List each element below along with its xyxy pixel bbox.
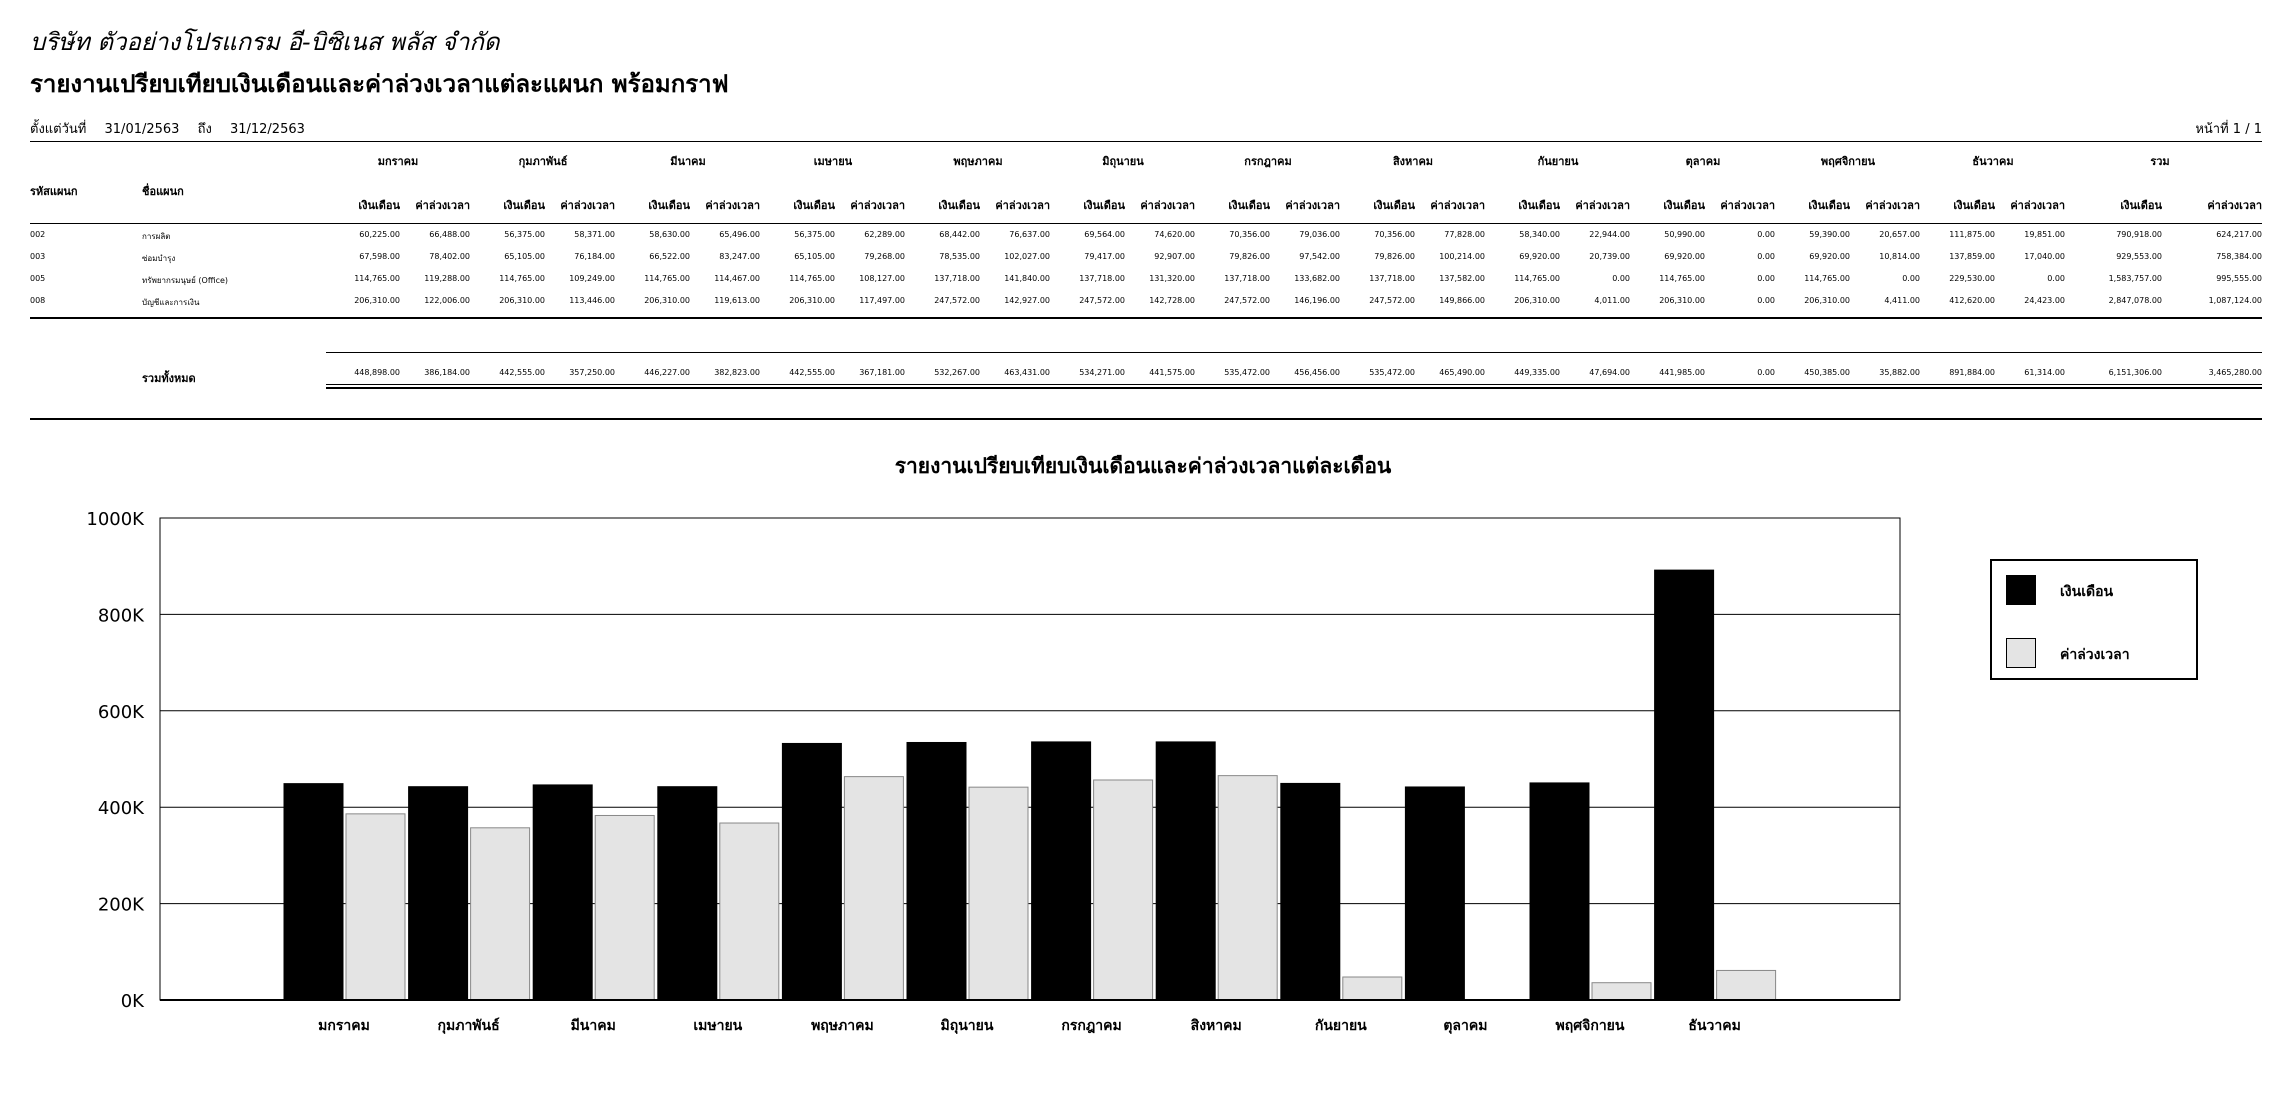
table-cell: 19,851.00 [2024, 230, 2065, 239]
total-cell: 47,694.00 [1589, 368, 1630, 377]
table-cell: 995,555.00 [2216, 274, 2262, 283]
table-cell: 206,310.00 [644, 296, 690, 305]
month-header: กันยายน [1537, 155, 1579, 168]
y-tick-label: 600K [97, 701, 144, 723]
x-tick-label: สิงหาคม [1190, 1018, 1242, 1034]
table-cell: 114,765.00 [1659, 274, 1705, 283]
ot-subheader: ค่าล่วงเวลา [560, 199, 615, 212]
x-tick-label: มีนาคม [570, 1018, 616, 1034]
legend-label-salary: เงินเดือน [2060, 584, 2114, 600]
x-tick-label: มิถุนายน [940, 1018, 994, 1034]
bar-salary [1281, 783, 1340, 1000]
dept-name: การผลิต [142, 232, 171, 241]
table-cell: 206,310.00 [1514, 296, 1560, 305]
total-cell: 367,181.00 [859, 368, 905, 377]
table-cell: 1,583,757.00 [2108, 274, 2162, 283]
x-tick-label: กันยายน [1314, 1018, 1367, 1034]
y-tick-label: 400K [97, 798, 144, 820]
total-cell: 441,575.00 [1149, 368, 1195, 377]
table-cell: 65,496.00 [719, 230, 760, 239]
total-cell: 532,267.00 [934, 368, 980, 377]
bar-salary [1032, 742, 1091, 1000]
bar-ot [1094, 780, 1153, 1000]
total-cell: 442,555.00 [499, 368, 545, 377]
table-cell: 68,442.00 [939, 230, 980, 239]
table-cell: 114,765.00 [789, 274, 835, 283]
total-cell: 35,882.00 [1879, 368, 1920, 377]
table-cell: 758,384.00 [2216, 252, 2262, 261]
bar-salary [1655, 570, 1714, 1000]
month-header: พฤศจิกายน [1820, 155, 1876, 168]
table-cell: 70,356.00 [1229, 230, 1270, 239]
table-cell: 109,249.00 [569, 274, 615, 283]
grand-total-label: รวมทั้งหมด [142, 372, 196, 385]
table-cell: 79,036.00 [1299, 230, 1340, 239]
month-header: ธันวาคม [1972, 155, 2014, 168]
total-cell: 446,227.00 [644, 368, 690, 377]
salary-subheader: เงินเดือน [1953, 199, 1995, 212]
salary-subheader: เงินเดือน [1518, 199, 1560, 212]
bar-salary [1405, 787, 1464, 1000]
bar-ot [346, 814, 405, 1000]
table-cell: 58,340.00 [1519, 230, 1560, 239]
bar-salary [1156, 742, 1215, 1000]
table-cell: 76,184.00 [574, 252, 615, 261]
date-to-label: ถึง [197, 122, 212, 137]
bar-salary [907, 742, 966, 1000]
table-cell: 59,390.00 [1809, 230, 1850, 239]
table-cell: 83,247.00 [719, 252, 760, 261]
table-cell: 70,356.00 [1374, 230, 1415, 239]
table-cell: 114,765.00 [499, 274, 545, 283]
bar-ot [595, 815, 654, 1000]
table-cell: 141,840.00 [1004, 274, 1050, 283]
table-cell: 114,765.00 [1514, 274, 1560, 283]
legend-swatch-ot [2006, 638, 2036, 668]
table-cell: 69,920.00 [1664, 252, 1705, 261]
chart-title: รายงานเปรียบเทียบเงินเดือนและค่าล่วงเวลาแต่ละเดือน [894, 454, 1392, 478]
salary-subheader: เงินเดือน [1373, 199, 1415, 212]
table-cell: 137,859.00 [1949, 252, 1995, 261]
table-cell: 137,718.00 [1224, 274, 1270, 283]
table-cell: 206,310.00 [789, 296, 835, 305]
bar-salary [409, 787, 468, 1000]
month-header: กุมภาพันธ์ [518, 155, 568, 168]
table-cell: 79,826.00 [1229, 252, 1270, 261]
table-cell: 78,402.00 [429, 252, 470, 261]
total-cell: 441,985.00 [1659, 368, 1705, 377]
y-tick-label: 0K [120, 991, 144, 1012]
table-cell: 929,553.00 [2116, 252, 2162, 261]
total-cell: 534,271.00 [1079, 368, 1125, 377]
ot-subheader: ค่าล่วงเวลา [850, 199, 905, 212]
table-cell: 247,572.00 [1224, 296, 1270, 305]
total-cell: 465,490.00 [1439, 368, 1485, 377]
bar-ot [471, 828, 530, 1000]
dept-name: บัญชีและการเงิน [142, 298, 200, 307]
table-cell: 69,920.00 [1519, 252, 1560, 261]
total-cell: 448,898.00 [354, 368, 400, 377]
table-cell: 79,417.00 [1084, 252, 1125, 261]
table-cell: 247,572.00 [934, 296, 980, 305]
ot-subheader: ค่าล่วงเวลา [995, 199, 1050, 212]
table-cell: 58,371.00 [574, 230, 615, 239]
table-cell: 206,310.00 [354, 296, 400, 305]
y-tick-label: 1000K [86, 509, 144, 530]
table-cell: 624,217.00 [2216, 230, 2262, 239]
bar-ot [720, 823, 779, 1000]
table-cell: 247,572.00 [1079, 296, 1125, 305]
bar-ot [844, 777, 903, 1000]
table-cell: 79,268.00 [864, 252, 905, 261]
table-cell: 56,375.00 [794, 230, 835, 239]
ot-subheader: ค่าล่วงเวลา [1140, 199, 1195, 212]
salary-subheader: เงินเดือน [503, 199, 545, 212]
dept-code-header: รหัสแผนก [30, 185, 78, 198]
month-header: สิงหาคม [1392, 155, 1434, 168]
table-cell: 229,530.00 [1949, 274, 1995, 283]
table-cell: 0.00 [1902, 274, 1920, 283]
table-cell: 24,423.00 [2024, 296, 2065, 305]
month-header: ตุลาคม [1685, 155, 1721, 168]
date-from-label: ตั้งแต่วันที่ [30, 122, 87, 137]
dept-code: 005 [30, 274, 46, 283]
page-number: หน้าที่ 1 / 1 [2195, 122, 2262, 137]
table-cell: 206,310.00 [499, 296, 545, 305]
table-cell: 1,087,124.00 [2208, 296, 2262, 305]
table-cell: 0.00 [2047, 274, 2065, 283]
ot-subheader: ค่าล่วงเวลา [1430, 199, 1485, 212]
table-cell: 10,814.00 [1879, 252, 1920, 261]
total-cell: 463,431.00 [1004, 368, 1050, 377]
table-cell: 2,847,078.00 [2108, 296, 2162, 305]
table-cell: 412,620.00 [1949, 296, 1995, 305]
table-cell: 79,826.00 [1374, 252, 1415, 261]
report-title: รายงานเปรียบเทียบเงินเดือนและค่าล่วงเวลาแต่ละแผนก พร้อมกราฟ [30, 70, 729, 98]
table-cell: 137,582.00 [1439, 274, 1485, 283]
table-cell: 0.00 [1757, 252, 1775, 261]
x-tick-label: มกราคม [318, 1018, 370, 1034]
total-cell: 535,472.00 [1369, 368, 1415, 377]
total-cell: 891,884.00 [1949, 368, 1995, 377]
x-tick-label: ธันวาคม [1688, 1018, 1741, 1034]
salary-subheader: เงินเดือน [1663, 199, 1705, 212]
bar-salary [1530, 783, 1589, 1000]
salary-subheader: เงินเดือน [648, 199, 690, 212]
bar-salary [284, 784, 343, 1000]
table-cell: 78,535.00 [939, 252, 980, 261]
total-cell: 386,184.00 [424, 368, 470, 377]
dept-code: 008 [30, 296, 46, 305]
table-cell: 92,907.00 [1154, 252, 1195, 261]
bar-ot [1717, 970, 1776, 1000]
table-cell: 790,918.00 [2116, 230, 2162, 239]
table-cell: 0.00 [1757, 296, 1775, 305]
table-cell: 137,718.00 [934, 274, 980, 283]
chart-legend [1990, 559, 2198, 680]
x-tick-label: พฤษภาคม [811, 1018, 874, 1034]
y-tick-label: 200K [97, 894, 144, 916]
salary-subheader: เงินเดือน [1808, 199, 1850, 212]
total-cell: 0.00 [1757, 368, 1775, 377]
table-cell: 20,739.00 [1589, 252, 1630, 261]
month-header: กรกฎาคม [1244, 155, 1292, 168]
table-cell: 62,289.00 [864, 230, 905, 239]
legend-label-ot: ค่าล่วงเวลา [2060, 647, 2130, 663]
total-cell: 456,456.00 [1294, 368, 1340, 377]
table-cell: 17,040.00 [2024, 252, 2065, 261]
ot-subheader: ค่าล่วงเวลา [705, 199, 760, 212]
table-cell: 66,522.00 [649, 252, 690, 261]
date-from: 31/01/2563 [104, 122, 180, 137]
table-cell: 58,630.00 [649, 230, 690, 239]
table-cell: 20,657.00 [1879, 230, 1920, 239]
table-cell: 142,927.00 [1004, 296, 1050, 305]
table-cell: 56,375.00 [504, 230, 545, 239]
table-cell: 117,497.00 [859, 296, 905, 305]
table-cell: 131,320.00 [1149, 274, 1195, 283]
table-cell: 0.00 [1757, 274, 1775, 283]
table-cell: 113,446.00 [569, 296, 615, 305]
table-cell: 108,127.00 [859, 274, 905, 283]
y-tick-label: 800K [97, 605, 144, 627]
salary-subheader: เงินเดือน [1083, 199, 1125, 212]
salary-subheader: เงินเดือน [1228, 199, 1270, 212]
month-header: มิถุนายน [1102, 155, 1144, 168]
table-cell: 0.00 [1612, 274, 1630, 283]
month-header: พฤษภาคม [953, 155, 1003, 168]
total-cell: 535,472.00 [1224, 368, 1270, 377]
x-tick-label: เมษายน [693, 1018, 743, 1034]
x-tick-label: กรกฎาคม [1061, 1018, 1122, 1034]
ot-subheader: ค่าล่วงเวลา [415, 199, 470, 212]
table-cell: 97,542.00 [1299, 252, 1340, 261]
company-name: บริษัท ตัวอย่างโปรแกรม อี-บิซิเนส พลัส จำกัด [30, 28, 500, 56]
total-cell: 61,314.00 [2024, 368, 2065, 377]
table-cell: 146,196.00 [1294, 296, 1340, 305]
bar-salary [533, 785, 592, 1000]
x-tick-label: พฤศจิกายน [1555, 1018, 1625, 1034]
table-cell: 69,920.00 [1809, 252, 1850, 261]
total-cell: 450,385.00 [1804, 368, 1850, 377]
month-header: มกราคม [377, 155, 419, 168]
table-cell: 119,613.00 [714, 296, 760, 305]
table-cell: 102,027.00 [1004, 252, 1050, 261]
table-cell: 206,310.00 [1804, 296, 1850, 305]
date-to: 31/12/2563 [229, 122, 305, 137]
total-cell: 382,823.00 [714, 368, 760, 377]
table-cell: 65,105.00 [794, 252, 835, 261]
bar-salary [658, 787, 717, 1000]
table-cell: 149,866.00 [1439, 296, 1485, 305]
dept-name: ทรัพยากรมนุษย์ (Office) [142, 276, 229, 285]
total-cell: 449,335.00 [1514, 368, 1560, 377]
table-cell: 111,875.00 [1949, 230, 1995, 239]
bar-ot [969, 787, 1028, 1000]
x-tick-label: กุมภาพันธ์ [437, 1018, 500, 1034]
table-cell: 119,288.00 [424, 274, 470, 283]
dept-code: 003 [30, 252, 46, 261]
month-header: รวม [2150, 155, 2170, 168]
table-cell: 137,718.00 [1369, 274, 1415, 283]
table-cell: 206,310.00 [1659, 296, 1705, 305]
table-cell: 22,944.00 [1589, 230, 1630, 239]
bar-ot [1592, 983, 1651, 1000]
ot-subheader: ค่าล่วงเวลา [1285, 199, 1340, 212]
table-cell: 114,765.00 [644, 274, 690, 283]
table-cell: 133,682.00 [1294, 274, 1340, 283]
dept-code: 002 [30, 230, 46, 239]
table-cell: 114,765.00 [1804, 274, 1850, 283]
table-cell: 4,011.00 [1594, 296, 1630, 305]
total-cell: 357,250.00 [569, 368, 615, 377]
table-cell: 137,718.00 [1079, 274, 1125, 283]
legend-swatch-salary [2006, 575, 2036, 605]
ot-subheader: ค่าล่วงเวลา [2010, 199, 2065, 212]
x-tick-label: ตุลาคม [1443, 1018, 1488, 1034]
table-cell: 65,105.00 [504, 252, 545, 261]
salary-subheader: เงินเดือน [2120, 199, 2162, 212]
ot-subheader: ค่าล่วงเวลา [1575, 199, 1630, 212]
table-cell: 67,598.00 [359, 252, 400, 261]
total-cell: 3,465,280.00 [2208, 368, 2262, 377]
dept-name: ซ่อมบำรุง [142, 254, 176, 263]
bar-ot [1218, 776, 1277, 1000]
salary-subheader: เงินเดือน [938, 199, 980, 212]
total-cell: 442,555.00 [789, 368, 835, 377]
ot-subheader: ค่าล่วงเวลา [1865, 199, 1920, 212]
table-cell: 77,828.00 [1444, 230, 1485, 239]
table-cell: 100,214.00 [1439, 252, 1485, 261]
table-cell: 0.00 [1757, 230, 1775, 239]
bar-ot [1343, 977, 1402, 1000]
table-cell: 66,488.00 [429, 230, 470, 239]
bar-salary [782, 743, 841, 1000]
dept-name-header: ชื่อแผนก [142, 185, 184, 198]
table-cell: 4,411.00 [1884, 296, 1920, 305]
ot-subheader: ค่าล่วงเวลา [2207, 199, 2262, 212]
table-cell: 74,620.00 [1154, 230, 1195, 239]
table-cell: 247,572.00 [1369, 296, 1415, 305]
table-cell: 122,006.00 [424, 296, 470, 305]
table-cell: 76,637.00 [1009, 230, 1050, 239]
table-cell: 60,225.00 [359, 230, 400, 239]
salary-subheader: เงินเดือน [358, 199, 400, 212]
total-cell: 6,151,306.00 [2108, 368, 2162, 377]
table-cell: 69,564.00 [1084, 230, 1125, 239]
salary-subheader: เงินเดือน [793, 199, 835, 212]
table-cell: 142,728.00 [1149, 296, 1195, 305]
month-header: เมษายน [813, 155, 853, 168]
table-cell: 50,990.00 [1664, 230, 1705, 239]
ot-subheader: ค่าล่วงเวลา [1720, 199, 1775, 212]
table-cell: 114,467.00 [714, 274, 760, 283]
table-cell: 114,765.00 [354, 274, 400, 283]
month-header: มีนาคม [670, 155, 706, 168]
